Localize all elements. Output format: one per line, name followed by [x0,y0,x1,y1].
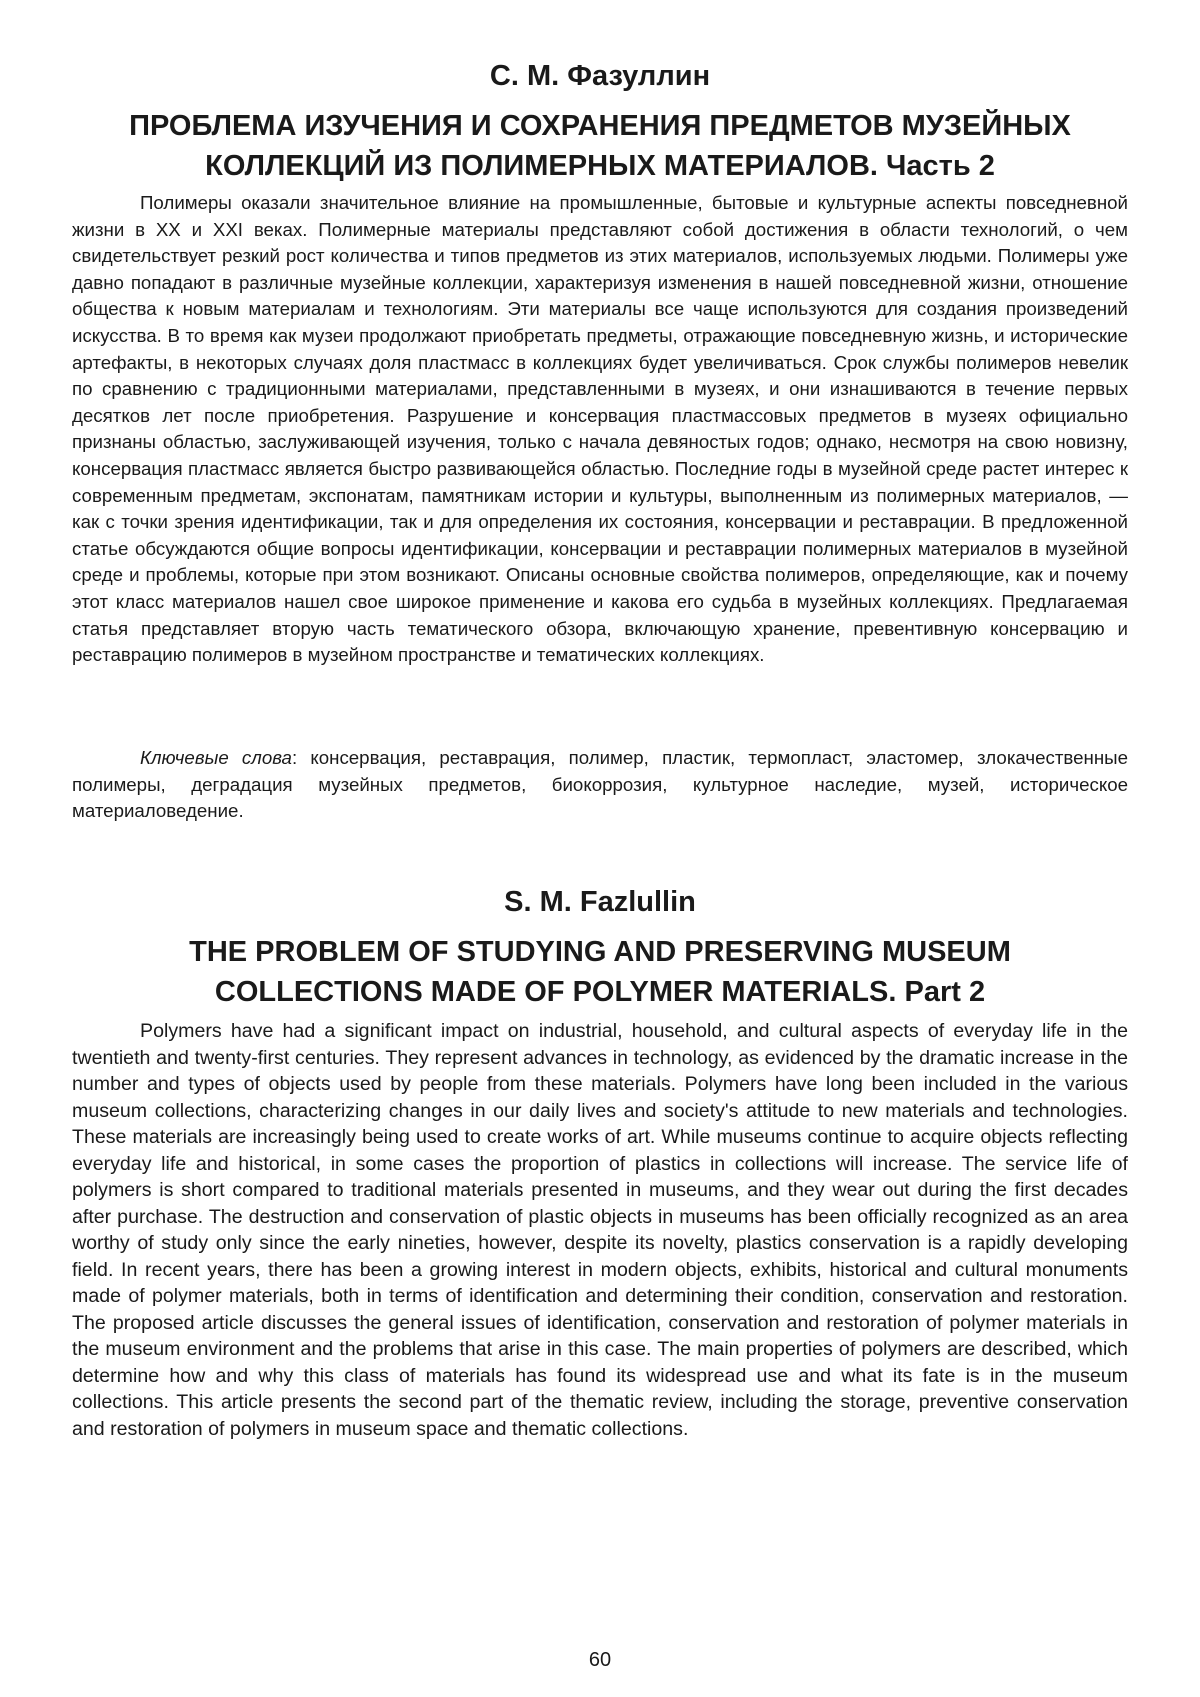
abstract-ru: Полимеры оказали значительное влияние на промышленные, бытовые и культурные аспекты повседневной жизни в XX и XXI веках. Полимерные материалы представляют собой достижения в области технологий, о чем свидетельствует резкий рост количества и типов предметов из этих материалов, используемых людьми. Полимеры уже давно попадают в различные музейные коллекции, характеризуя изменения в нашей повседневной жизни, отношение общества к новым материалам и технологиям. Эти материалы все чаще используются для создания произведений искусства. В то время как музеи продолжают приобретать предметы, отражающие повседневную жизнь, и исторические артефакты, в некоторых случаях доля пластмасс в коллекциях будет увеличиваться. Срок службы полимеров невелик по сравнению с традиционными материалами, представленными в музеях, и они изнашиваются в течение первых десятков лет после приобретения. Разрушение и консервация пластмассовых предметов в музеях официально признаны областью, заслуживающей изучения, только с начала девяностых годов; однако, несмотря на свою новизну, консервация пластмасс является быстро развивающейся областью. Последние годы в музейной среде растет интерес к современным предметам, экспонатам, памятникам истории и культуры, выполненным из полимерных материалов, — как с точки зрения идентификации, так и для определения их состояния, консервации и реставрации. В предложенной статье обсуждаются общие вопросы идентификации, консервации и реставрации полимерных материалов в музейной среде и проблемы, которые при этом возникают. Описаны основные свойства полимеров, определяющие, как и почему этот класс материалов нашел свое широкое применение и какова его судьба в музейных коллекциях. Предлагаемая статья представляет вторую часть тематического обзора, включающую хранение, превентивную консервацию и реставрацию полимеров в музейном пространстве и тематических коллекциях. [72,192,1128,666]
keywords-list: : консервация, реставрация, полимер, пластик, термопласт, эластомер, злокачественные полимеры, деградация музейных предметов, биокоррозия, культурное наследие, музей, историческое материаловедение. [72,747,1128,822]
keywords-ru [72,745,1128,825]
title-ru [72,106,1128,186]
abstract-en: Polymers have had a significant impact on industrial, household, and cultural aspects of everyday life in the twentieth and twenty-first centuries. They represent advances in technology, as evidenced by the dramatic increase in the number and types of objects used by people from these materials. Polymers have long been included in the various museum collections, characterizing changes in our daily lives and society's attitude to new materials and technologies. These materials are increasingly being used to create works of art. While museums continue to acquire objects reflecting everyday life and historical, in some cases the proportion of plastics in collections will increase. The service life of polymers is short compared to traditional materials presented in museums, and they wear out during the first decades after purchase. The destruction and conservation of plastic objects in museums has been officially recognized as an area worthy of study only since the early nineties, however, despite its novelty, plastics conservation is a rapidly developing field. In recent years, there has been a growing interest in modern objects, exhibits, historical and cultural monuments made of polymer materials, both in terms of identification and determining their condition, conservation and restoration. The proposed article discusses the general issues of identification, conservation and restoration of polymer materials in the museum environment and the problems that arise in this case. The main properties of polymers are described, which determine how and why this class of materials has found its widespread use and what its fate is in the museum collections. This article presents the second part of the thematic review, including the storage, preventive conservation and restoration of polymers in museum space and thematic collections. [72,1020,1128,1440]
title-ru-line-1: ПРОБЛЕМА ИЗУЧЕНИЯ И СОХРАНЕНИЯ ПРЕДМЕТОВ МУЗЕЙНЫХ [129,110,1071,142]
author-ru: С. М. Фазуллин [489,60,711,92]
keywords-label: Ключевые слова [140,747,292,768]
title-en-line-1: THE PROBLEM OF STUDYING AND PRESERVING MUSEUM [189,936,1011,968]
title-ru-line-2: КОЛЛЕКЦИЙ ИЗ ПОЛИМЕРНЫХ МАТЕРИАЛОВ. Часть 2 [205,150,995,182]
title-en-line-2: COLLECTIONS MADE OF POLYMER MATERIALS. Part 2 [214,976,986,1008]
author-en: S. M. Fazlullin [504,886,696,918]
page-number: 60 [588,1649,612,1671]
title-en [72,932,1128,1012]
